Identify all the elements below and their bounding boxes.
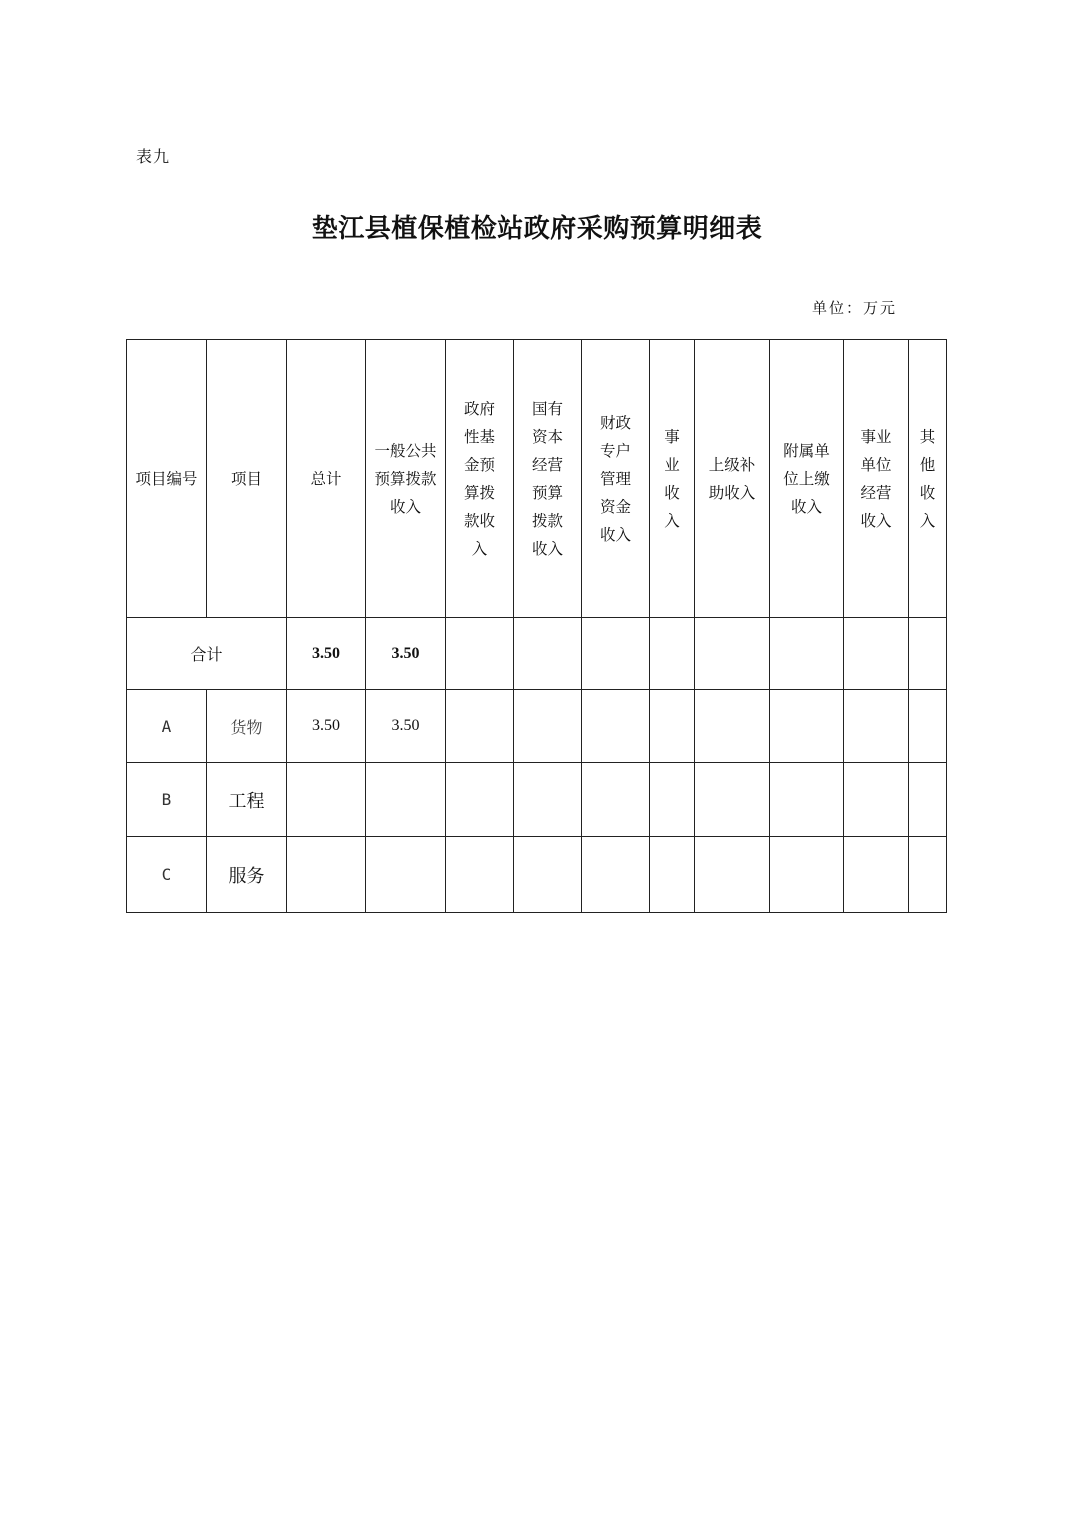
col-header-unit-operations: 事业单位经营收入	[844, 340, 909, 618]
empty-cell	[695, 690, 770, 763]
row-general-budget	[366, 837, 446, 913]
empty-cell	[446, 618, 514, 690]
empty-cell	[844, 837, 909, 913]
empty-cell	[770, 763, 844, 837]
col-header-special-account: 财政专户管理资金收入	[582, 340, 650, 618]
empty-cell	[582, 837, 650, 913]
col-header-other-income: 其他收入	[909, 340, 947, 618]
total-general-budget-cell: 3.50	[366, 618, 446, 690]
row-code: A	[127, 690, 207, 763]
empty-cell	[446, 690, 514, 763]
row-total	[287, 837, 366, 913]
empty-cell	[582, 618, 650, 690]
empty-cell	[695, 618, 770, 690]
row-code: C	[127, 837, 207, 913]
unit-label: 单位：万元	[812, 299, 898, 317]
col-header-total: 总计	[287, 340, 366, 618]
empty-cell	[582, 690, 650, 763]
col-header-superior-subsidy: 上级补助收入	[695, 340, 770, 618]
empty-cell	[446, 837, 514, 913]
table-row	[127, 763, 947, 837]
empty-cell	[582, 763, 650, 837]
empty-cell	[770, 690, 844, 763]
empty-cell	[514, 690, 582, 763]
row-item: 服务	[207, 837, 287, 913]
empty-cell	[514, 618, 582, 690]
procurement-budget-table	[126, 339, 947, 913]
empty-cell	[770, 618, 844, 690]
row-total: 3.50	[287, 690, 366, 763]
empty-cell	[909, 618, 947, 690]
empty-cell	[650, 618, 695, 690]
col-header-gov-fund: 政府性基金预算拨款收入	[446, 340, 514, 618]
col-header-general-budget: 一般公共预算拨款收入	[366, 340, 446, 618]
empty-cell	[514, 837, 582, 913]
empty-cell	[844, 763, 909, 837]
table-row	[127, 837, 947, 913]
col-header-state-capital: 国有资本经营预算拨款收入	[514, 340, 582, 618]
row-item: 工程	[207, 763, 287, 837]
empty-cell	[446, 763, 514, 837]
empty-cell	[844, 690, 909, 763]
total-cell: 3.50	[287, 618, 366, 690]
empty-cell	[909, 690, 947, 763]
col-header-affiliated-units: 附属单位上缴收入	[770, 340, 844, 618]
total-label: 合计	[127, 618, 287, 690]
empty-cell	[909, 837, 947, 913]
empty-cell	[695, 837, 770, 913]
header-row	[127, 340, 947, 618]
empty-cell	[514, 763, 582, 837]
row-general-budget: 3.50	[366, 690, 446, 763]
empty-cell	[909, 763, 947, 837]
empty-cell	[770, 837, 844, 913]
table-row	[127, 690, 947, 763]
col-header-business-income: 事业收入	[650, 340, 695, 618]
page-title: 垫江县植保植检站政府采购预算明细表	[311, 214, 763, 244]
empty-cell	[695, 763, 770, 837]
total-row	[127, 618, 947, 690]
row-total	[287, 763, 366, 837]
empty-cell	[844, 618, 909, 690]
empty-cell	[650, 690, 695, 763]
col-header-code: 项目编号	[127, 340, 207, 618]
col-header-item: 项目	[207, 340, 287, 618]
row-item: 货物	[207, 690, 287, 763]
row-code: B	[127, 763, 207, 837]
empty-cell	[650, 837, 695, 913]
table-number-label: 表九	[136, 147, 171, 166]
empty-cell	[650, 763, 695, 837]
row-general-budget	[366, 763, 446, 837]
